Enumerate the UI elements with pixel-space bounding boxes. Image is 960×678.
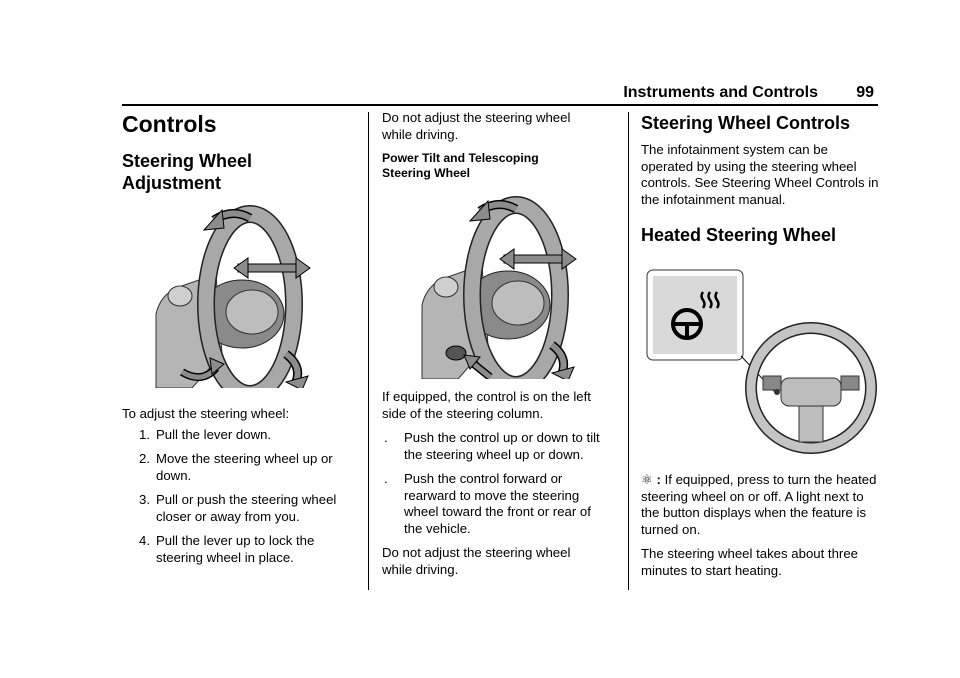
- power-tilt-illustration: [418, 195, 614, 379]
- step-text: Pull or push the steering wheel closer or away from you.: [156, 492, 337, 524]
- heated-button-icon: ⚛: [641, 472, 653, 487]
- manual-tilt-illustration: [152, 204, 358, 388]
- step-text: Pull the lever up to lock the steering wheel in place.: [156, 533, 315, 565]
- page-header: [122, 80, 878, 104]
- step-list: [122, 427, 358, 567]
- heat-time-text: The steering wheel takes about three minutes to start heating.: [641, 546, 858, 578]
- chapter-title: Controls: [122, 111, 217, 137]
- column-1: [122, 110, 358, 566]
- column-2: [382, 110, 614, 578]
- bullet-mark: .: [384, 471, 388, 486]
- bullet-mark: .: [384, 430, 388, 445]
- bullet-text: Push the control forward or rearward to move the steering wheel toward the front or rear of the vehicle.: [404, 471, 591, 536]
- header-rule: [122, 104, 878, 106]
- step-number: 3.: [139, 492, 150, 507]
- page-number: 99: [856, 84, 874, 101]
- adjust-intro: To adjust the steering wheel:: [122, 406, 290, 421]
- step-text: Move the steering wheel up or down.: [156, 451, 333, 483]
- column-divider-2: [628, 112, 629, 590]
- section-title-adjustment: Steering Wheel Adjustment: [122, 151, 253, 193]
- bullet-text: Push the control up or down to tilt the steering wheel up or down.: [404, 430, 600, 462]
- heated-label: :: [656, 472, 661, 487]
- step-number: 1.: [139, 426, 150, 442]
- control-location: If equipped, the control is on the left side of the steering column.: [382, 389, 591, 421]
- step-number: 2.: [139, 451, 150, 466]
- list-item: [122, 427, 358, 444]
- step-number: 4.: [139, 533, 150, 548]
- section-title-controls: Steering Wheel Controls: [641, 113, 851, 133]
- list-item: [122, 533, 358, 566]
- section-title-heated: Heated Steering Wheel: [641, 225, 837, 245]
- column-3: [641, 110, 881, 579]
- heated-wheel-illustration: [641, 268, 877, 454]
- step-text: Pull the lever down.: [156, 426, 272, 442]
- subhead-power-tilt: Power Tilt and Telescoping Steering Wheel: [382, 151, 539, 180]
- heated-text: If equipped, press to turn the heated steering wheel on or off. A light next to the button displays when the feature is turned on.: [641, 472, 877, 537]
- list-item: [122, 451, 358, 484]
- list-item: [122, 492, 358, 525]
- bullet-list: [382, 430, 614, 537]
- heated-description: [641, 472, 879, 538]
- list-item: [382, 471, 614, 537]
- header-section-title: Instruments and Controls: [623, 84, 818, 101]
- warning-text-2: Do not adjust the steering wheel while driving.: [382, 545, 571, 577]
- warning-text: Do not adjust the steering wheel while driving.: [382, 110, 571, 142]
- controls-text: The infotainment system can be operated by using the steering wheel controls. See Steering Wheel Controls in the infotainment manual.: [641, 142, 879, 207]
- column-divider-1: [368, 112, 369, 590]
- list-item: [382, 430, 614, 463]
